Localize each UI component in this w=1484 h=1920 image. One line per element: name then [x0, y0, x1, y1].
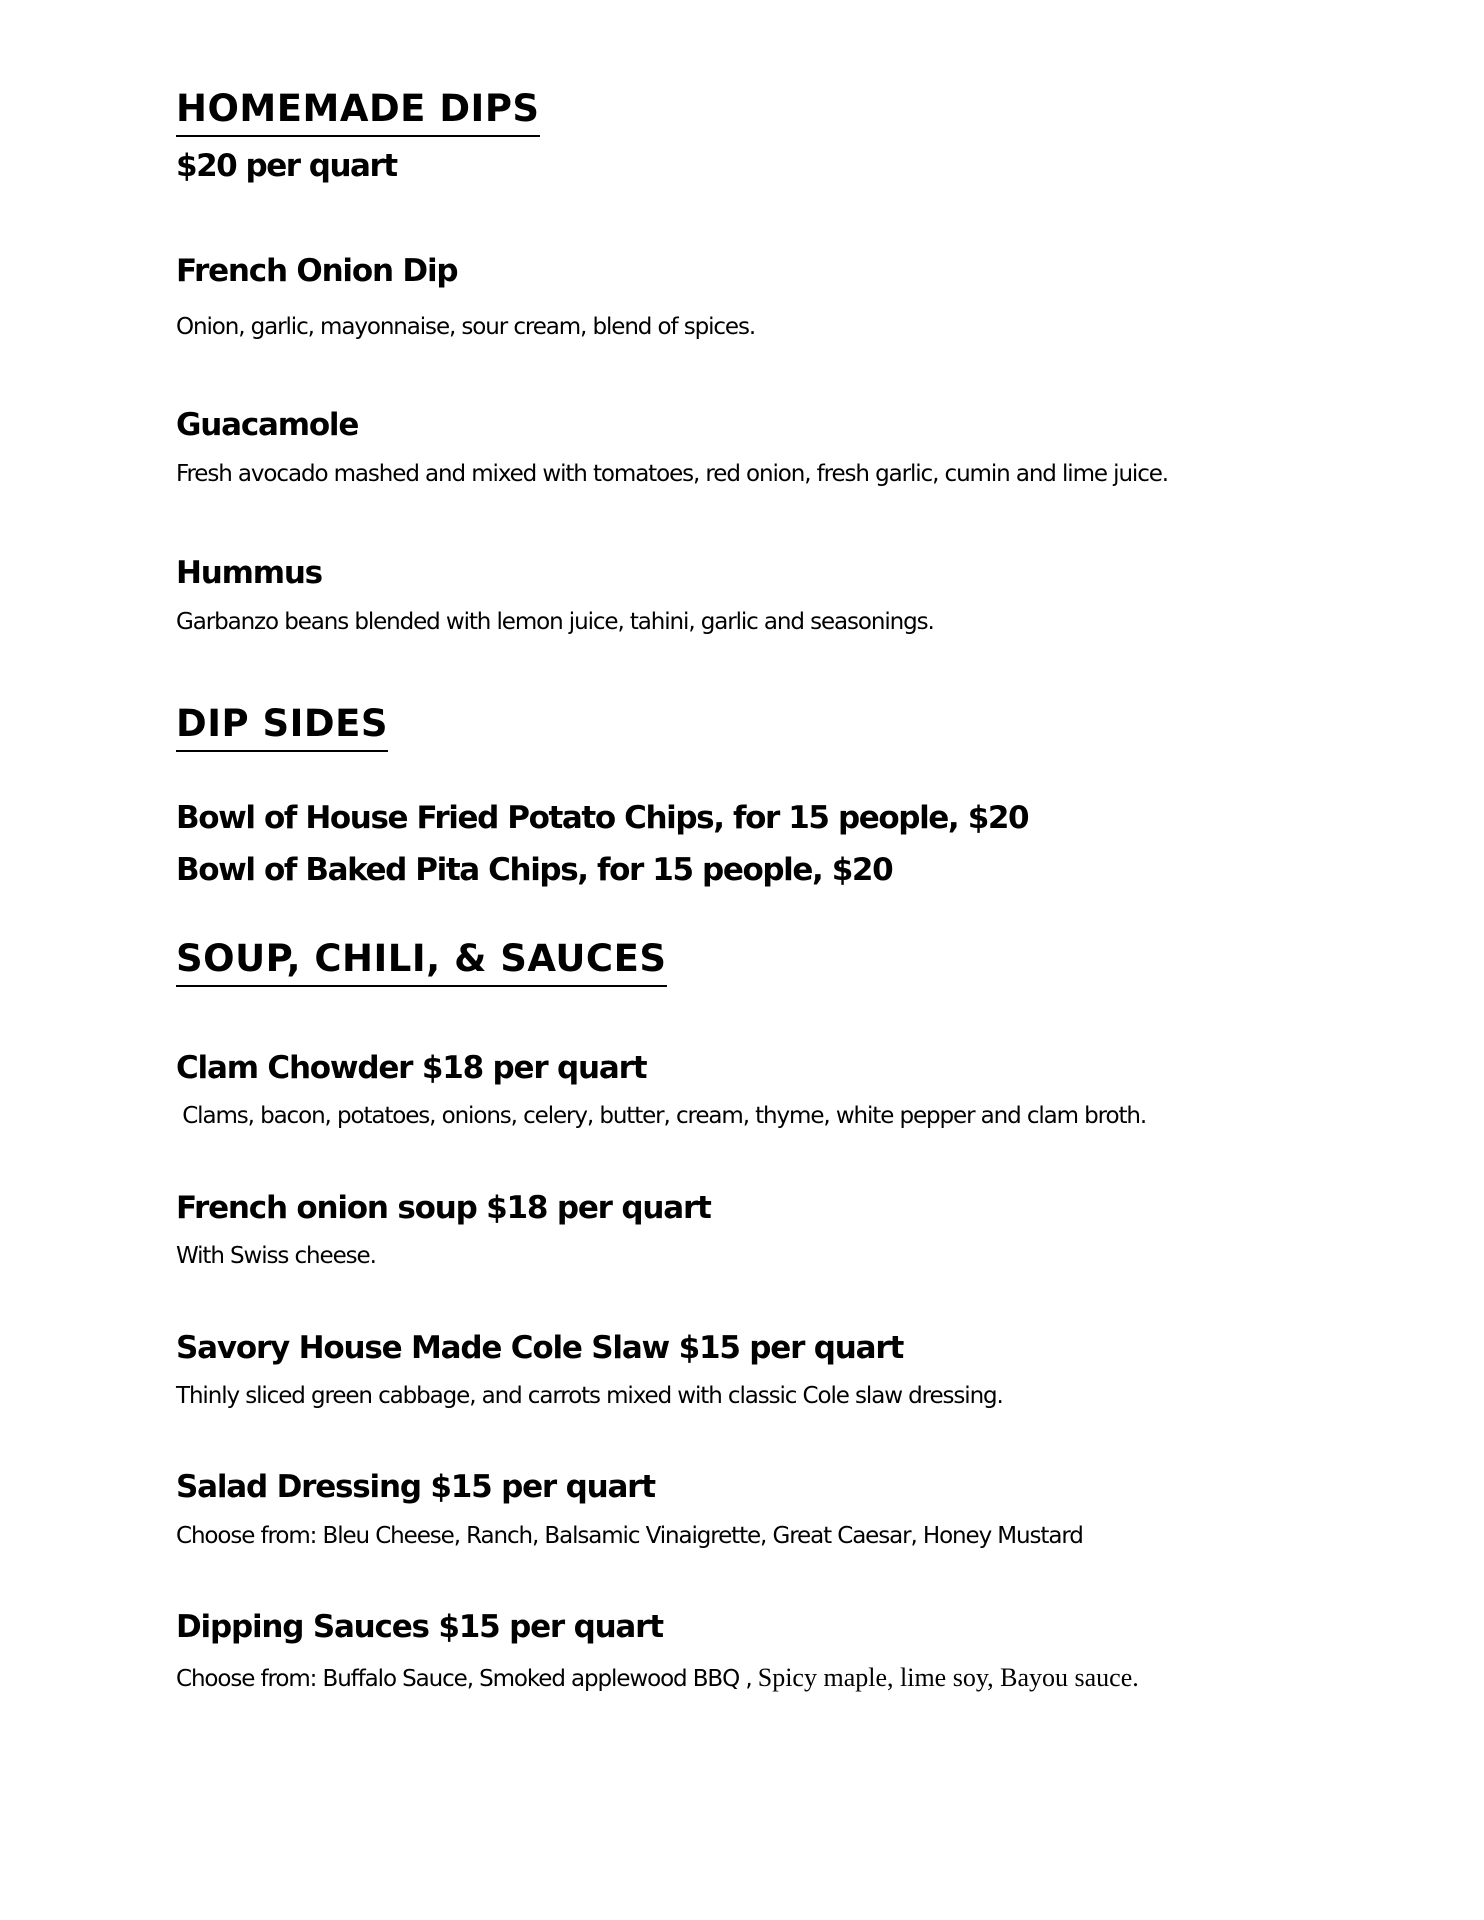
- dip-sides-heading: DIP SIDES: [176, 703, 388, 752]
- homemade-dips-price: $20 per quart: [176, 148, 397, 184]
- french-onion-soup-title: French onion soup $18 per quart: [176, 1190, 711, 1226]
- clam-chowder-description: Clams, bacon, potatoes, onions, celery, butter, cream, thyme, white pepper and clam broth.: [176, 1103, 1147, 1129]
- dipping-sauces-description-start: Choose from: Buffalo Sauce, Smoked applewood BBQ ,: [176, 1666, 758, 1692]
- potato-chips-line: Bowl of House Fried Potato Chips, for 15 people, $20: [176, 800, 1029, 836]
- dipping-sauces-title: Dipping Sauces $15 per quart: [176, 1609, 663, 1645]
- french-onion-dip-description: Onion, garlic, mayonnaise, sour cream, blend of spices.: [176, 314, 756, 340]
- cole-slaw-title: Savory House Made Cole Slaw $15 per quart: [176, 1330, 904, 1366]
- hummus-title: Hummus: [176, 555, 322, 591]
- hummus-description: Garbanzo beans blended with lemon juice, tahini, garlic and seasonings.: [176, 609, 934, 635]
- pita-chips-line: Bowl of Baked Pita Chips, for 15 people, $20: [176, 852, 893, 888]
- french-onion-dip-title: French Onion Dip: [176, 253, 458, 289]
- clam-chowder-title: Clam Chowder $18 per quart: [176, 1050, 647, 1086]
- dipping-sauces-description: [176, 1662, 1139, 1694]
- salad-dressing-title: Salad Dressing $15 per quart: [176, 1469, 655, 1505]
- guacamole-description: Fresh avocado mashed and mixed with tomatoes, red onion, fresh garlic, cumin and lime juice.: [176, 461, 1169, 487]
- salad-dressing-description: Choose from: Bleu Cheese, Ranch, Balsamic Vinaigrette, Great Caesar, Honey Mustard: [176, 1523, 1083, 1549]
- dipping-sauces-description-end: Spicy maple, lime soy, Bayou sauce.: [757, 1663, 1139, 1692]
- french-onion-soup-description: With Swiss cheese.: [176, 1243, 376, 1269]
- homemade-dips-heading: HOMEMADE DIPS: [176, 88, 540, 137]
- soup-chili-sauces-heading: SOUP, CHILI, & SAUCES: [176, 938, 667, 987]
- cole-slaw-description: Thinly sliced green cabbage, and carrots mixed with classic Cole slaw dressing.: [176, 1383, 1003, 1409]
- guacamole-title: Guacamole: [176, 407, 359, 443]
